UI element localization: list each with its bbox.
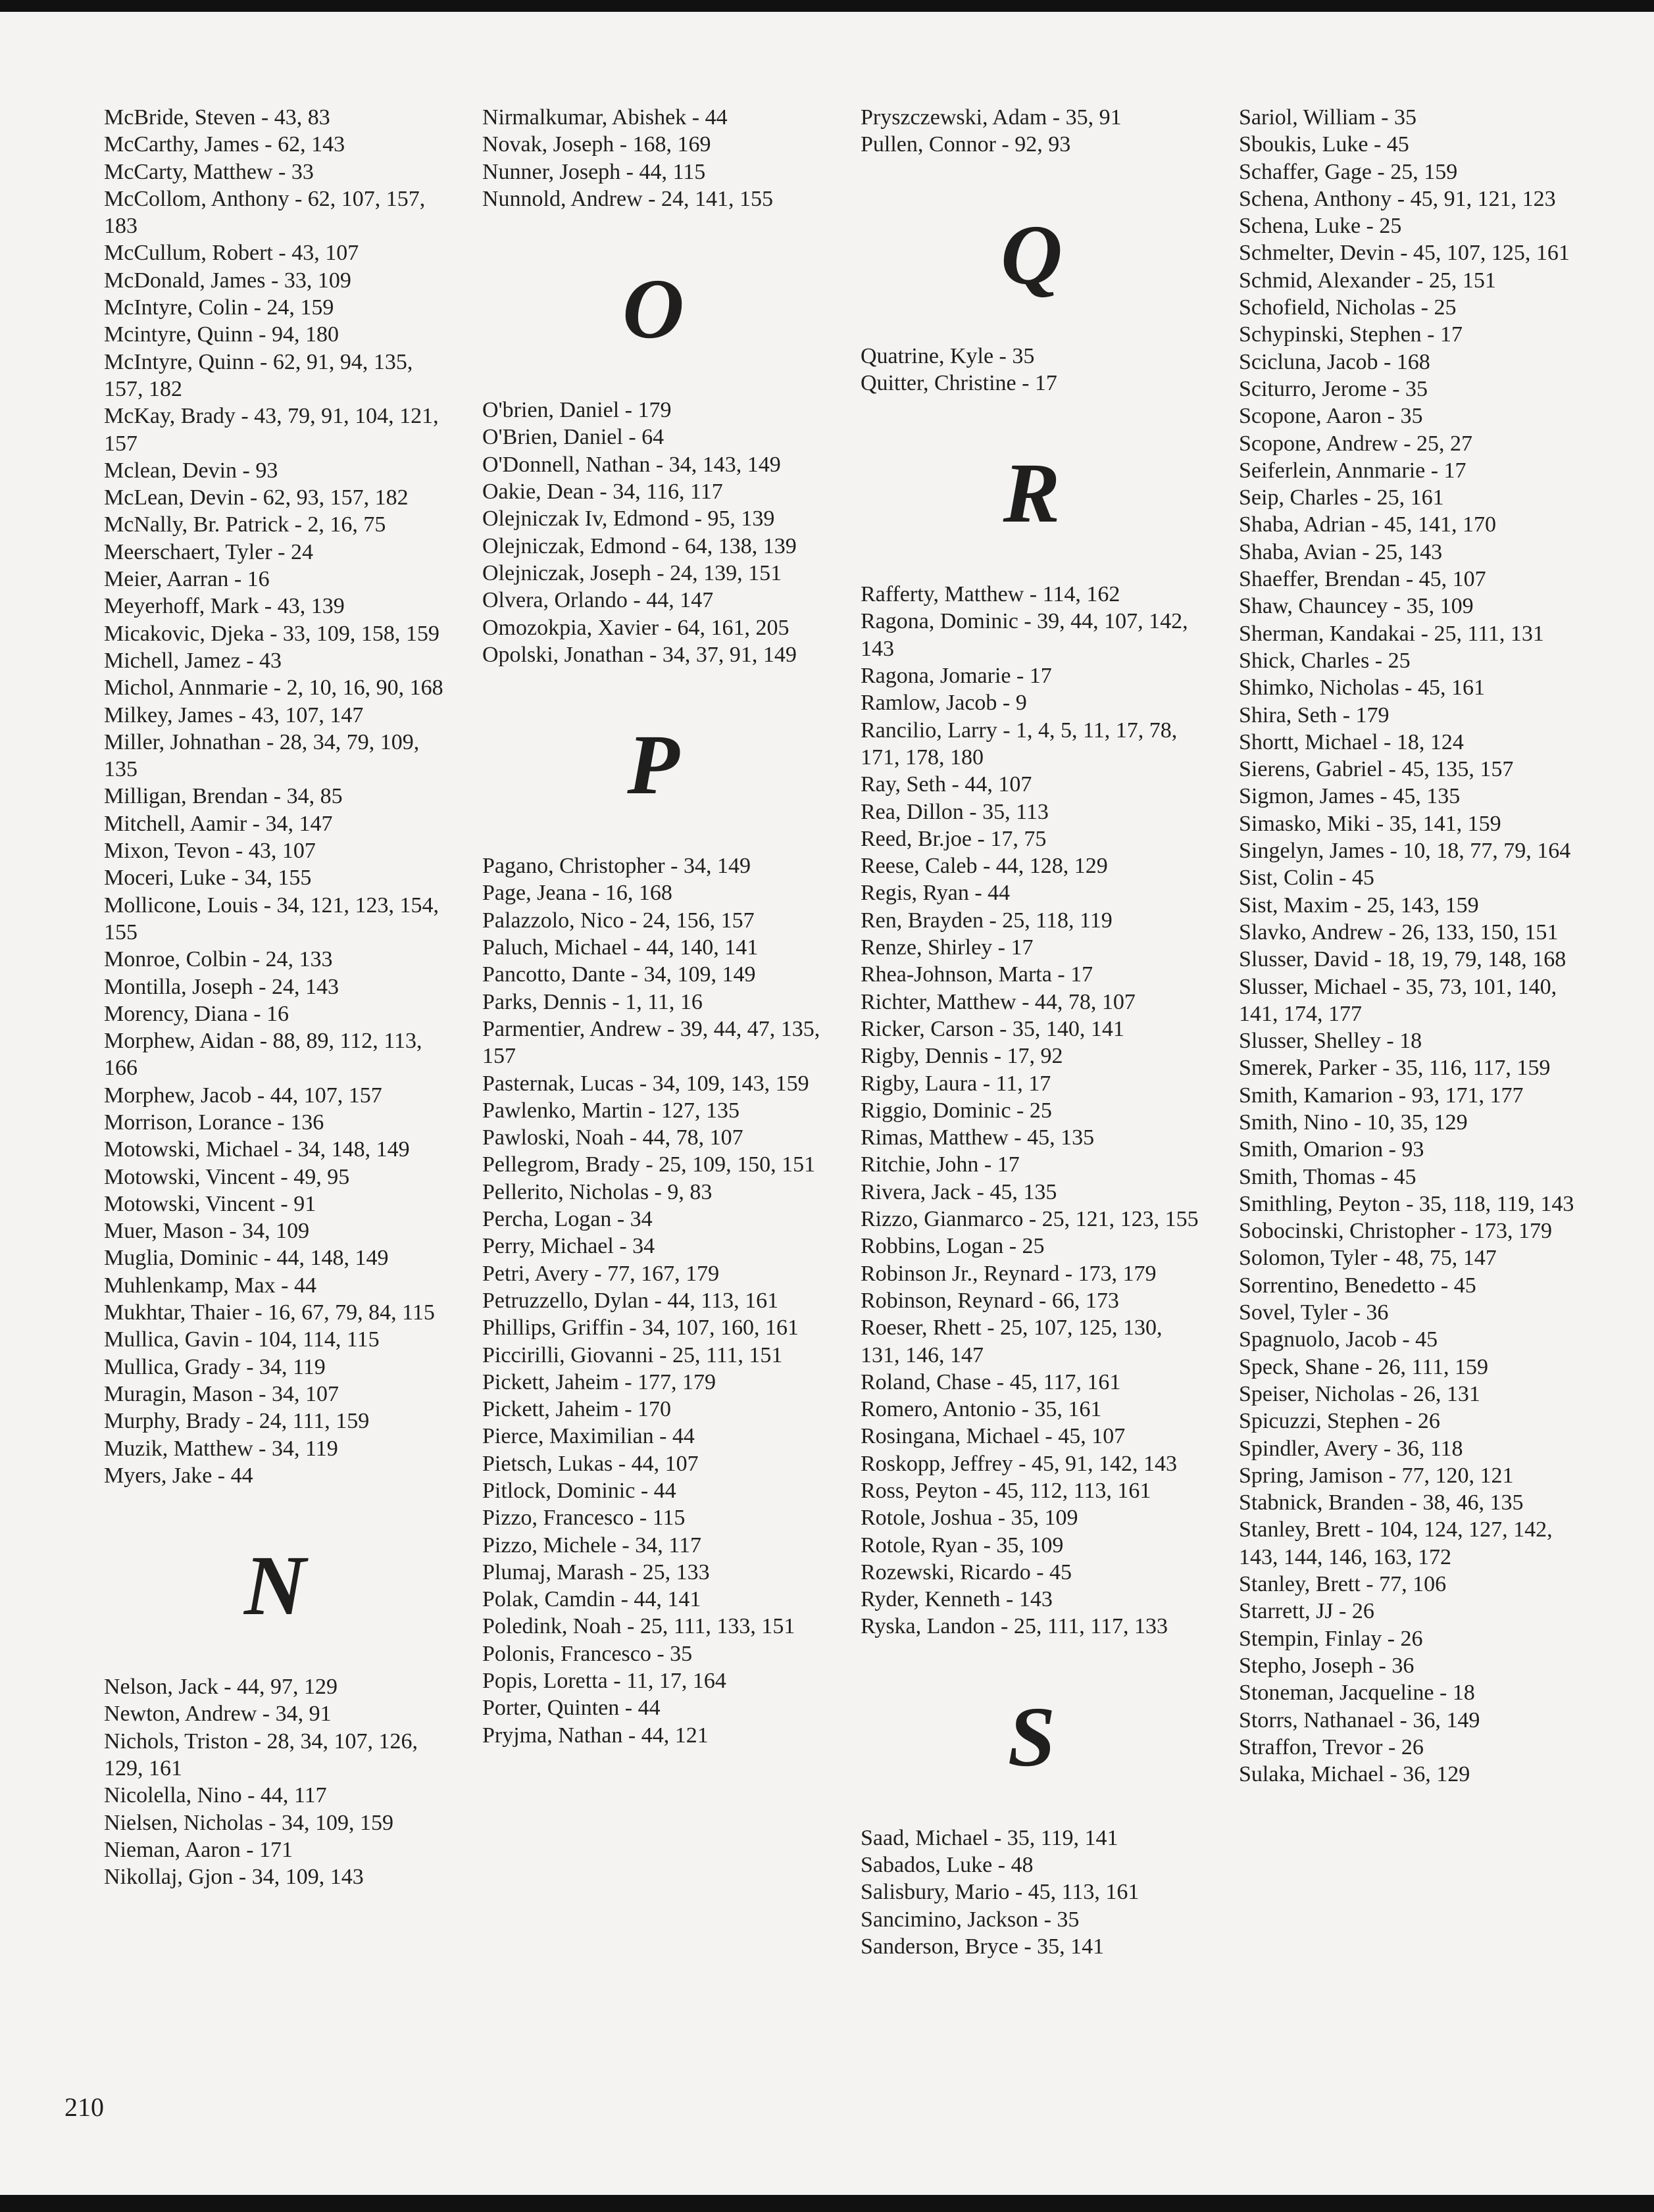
index-entry: Pietsch, Lukas - 44, 107 (482, 1451, 699, 1476)
index-entry: McKay, Brady - 43, 79, 91, 104, 121, 157 (104, 404, 439, 456)
index-entry: Richter, Matthew - 44, 78, 107 (861, 989, 1136, 1014)
index-entry: Stabnick, Branden - 38, 46, 135 (1239, 1490, 1524, 1515)
index-entry: Rotole, Ryan - 35, 109 (861, 1533, 1064, 1558)
index-entry: Starrett, JJ - 26 (1239, 1599, 1374, 1624)
index-entry: Shaba, Avian - 25, 143 (1239, 539, 1443, 564)
index-entry: Speck, Shane - 26, 111, 159 (1239, 1354, 1488, 1379)
index-entry: Plumaj, Marash - 25, 133 (482, 1560, 710, 1585)
index-entry: Ragona, Jomarie - 17 (861, 664, 1052, 689)
index-entry: Nelson, Jack - 44, 97, 129 (104, 1675, 338, 1700)
index-entry: Morphew, Aidan - 88, 89, 112, 113, 166 (104, 1029, 422, 1081)
index-entry: Muglia, Dominic - 44, 148, 149 (104, 1246, 389, 1271)
index-entry: Shaw, Chauncey - 35, 109 (1239, 594, 1474, 619)
index-entry: Rhea-Johnson, Marta - 17 (861, 962, 1093, 987)
index-entry: Stempin, Finlay - 26 (1239, 1626, 1423, 1651)
index-entry: Sist, Colin - 45 (1239, 866, 1374, 891)
index-entry: Newton, Andrew - 34, 91 (104, 1702, 332, 1727)
index-entry: McCullum, Robert - 43, 107 (104, 241, 359, 266)
index-entry: Motowski, Vincent - 91 (104, 1191, 316, 1216)
index-entry: Pellegrom, Brady - 25, 109, 150, 151 (482, 1152, 816, 1177)
index-entry: Michol, Annmarie - 2, 10, 16, 90, 168 (104, 676, 443, 700)
index-entry: Olvera, Orlando - 44, 147 (482, 588, 714, 613)
index-entry: Poledink, Noah - 25, 111, 133, 151 (482, 1614, 795, 1639)
page-number: 210 (64, 2092, 104, 2122)
index-entry: Smith, Kamarion - 93, 171, 177 (1239, 1083, 1524, 1108)
index-entry: Sorrentino, Benedetto - 45 (1239, 1273, 1476, 1298)
index-entry: Mollicone, Louis - 34, 121, 123, 154, 155 (104, 893, 439, 945)
index-entry: Quatrine, Kyle - 35 (861, 343, 1035, 368)
index-entry: Motowski, Michael - 34, 148, 149 (104, 1137, 410, 1162)
index-entry: Sanderson, Bryce - 35, 141 (861, 1934, 1105, 1959)
index-entry: Nikollaj, Gjon - 34, 109, 143 (104, 1865, 364, 1890)
index-entry: Olejniczak, Joseph - 24, 139, 151 (482, 560, 782, 585)
index-entry: Pickett, Jaheim - 177, 179 (482, 1369, 716, 1394)
index-entry: Omozokpia, Xavier - 64, 161, 205 (482, 615, 789, 640)
index-entry: Saad, Michael - 35, 119, 141 (861, 1825, 1118, 1850)
index-entry: Nicolella, Nino - 44, 117 (104, 1783, 327, 1808)
index-entry: Roland, Chase - 45, 117, 161 (861, 1369, 1121, 1394)
index-entry: Novak, Joseph - 168, 169 (482, 132, 711, 157)
index-column-2 (482, 104, 824, 1749)
index-entry: Sist, Maxim - 25, 143, 159 (1239, 893, 1479, 918)
index-entry: Ray, Seth - 44, 107 (861, 772, 1032, 797)
index-entry: Rivera, Jack - 45, 135 (861, 1179, 1057, 1204)
index-entry: Ryder, Kenneth - 143 (861, 1587, 1053, 1612)
index-entry: Percha, Logan - 34 (482, 1207, 653, 1232)
index-entry: Sboukis, Luke - 45 (1239, 132, 1409, 157)
index-entry: O'Brien, Daniel - 64 (482, 425, 664, 450)
section-letter-s: S (1007, 1689, 1056, 1784)
index-entry: Schena, Anthony - 45, 91, 121, 123 (1239, 186, 1556, 211)
index-entry: Meerschaert, Tyler - 24 (104, 539, 313, 564)
index-entry: Schofield, Nicholas - 25 (1239, 295, 1457, 320)
index-entry: Ross, Peyton - 45, 112, 113, 161 (861, 1478, 1151, 1503)
index-entry: Singelyn, James - 10, 18, 77, 79, 164 (1239, 839, 1571, 864)
index-entry: Smith, Thomas - 45 (1239, 1164, 1416, 1189)
index-entry: Oakie, Dean - 34, 116, 117 (482, 479, 723, 504)
index-entry: Pancotto, Dante - 34, 109, 149 (482, 962, 756, 987)
index-entry: Popis, Loretta - 11, 17, 164 (482, 1669, 726, 1694)
index-entry: Schmelter, Devin - 45, 107, 125, 161 (1239, 241, 1570, 266)
index-entry: Sovel, Tyler - 36 (1239, 1300, 1389, 1325)
index-entry: Mullica, Grady - 34, 119 (104, 1354, 326, 1379)
index-entry: Sherman, Kandakai - 25, 111, 131 (1239, 621, 1544, 646)
index-entry: Renze, Shirley - 17 (861, 935, 1034, 960)
index-entry: Romero, Antonio - 35, 161 (861, 1397, 1102, 1422)
index-entry: Parmentier, Andrew - 39, 44, 47, 135, 157 (482, 1016, 820, 1069)
index-entry: Miller, Johnathan - 28, 34, 79, 109, 135 (104, 729, 420, 782)
index-entry: Parks, Dennis - 1, 11, 16 (482, 989, 703, 1014)
index-entry: Rigby, Dennis - 17, 92 (861, 1044, 1063, 1069)
index-entry: Spicuzzi, Stephen - 26 (1239, 1409, 1440, 1434)
index-entry: Reed, Br.joe - 17, 75 (861, 826, 1047, 851)
section-letter-o: O (622, 262, 684, 357)
index-entry: Myers, Jake - 44 (104, 1463, 253, 1488)
index-entry: Mcintyre, Quinn - 94, 180 (104, 322, 339, 347)
index-entry: Ramlow, Jacob - 9 (861, 691, 1027, 716)
index-entry: Morrison, Lorance - 136 (104, 1110, 324, 1135)
index-entry: Rancilio, Larry - 1, 4, 5, 11, 17, 78, 171, 178, 180 (861, 718, 1178, 770)
index-column-1 (104, 104, 446, 1891)
index-entry: Scopone, Aaron - 35 (1239, 404, 1423, 429)
index-entry: Slusser, David - 18, 19, 79, 148, 168 (1239, 947, 1566, 972)
index-entry: Sigmon, James - 45, 135 (1239, 784, 1461, 809)
index-entry: Schmid, Alexander - 25, 151 (1239, 268, 1496, 293)
index-entry: Palazzolo, Nico - 24, 156, 157 (482, 908, 755, 933)
index-entry: McLean, Devin - 62, 93, 157, 182 (104, 485, 409, 510)
index-entry: Sabados, Luke - 48 (861, 1853, 1034, 1878)
index-entry: Pryjma, Nathan - 44, 121 (482, 1723, 709, 1748)
index-entry: Shortt, Michael - 18, 124 (1239, 729, 1464, 754)
index-entry: Spindler, Avery - 36, 118 (1239, 1436, 1463, 1461)
index-entry: Petri, Avery - 77, 167, 179 (482, 1261, 720, 1286)
index-entry: Pizzo, Michele - 34, 117 (482, 1533, 701, 1558)
index-entry: Milligan, Brendan - 34, 85 (104, 784, 343, 809)
index-entry: Michell, Jamez - 43 (104, 648, 282, 673)
index-entry: McNally, Br. Patrick - 2, 16, 75 (104, 512, 386, 537)
index-entry: Mclean, Devin - 93 (104, 458, 278, 483)
index-entry: Pryszczewski, Adam - 35, 91 (861, 105, 1122, 130)
index-entry: Muragin, Mason - 34, 107 (104, 1381, 339, 1406)
index-entry: Storrs, Nathanael - 36, 149 (1239, 1708, 1480, 1733)
index-entry: Rigby, Laura - 11, 17 (861, 1071, 1051, 1096)
index-entry: Rafferty, Matthew - 114, 162 (861, 582, 1120, 607)
index-entry: McCarthy, James - 62, 143 (104, 132, 345, 157)
index-entry: Sciturro, Jerome - 35 (1239, 376, 1428, 401)
index-entry: Shaeffer, Brendan - 45, 107 (1239, 567, 1486, 592)
index-entry: Pawloski, Noah - 44, 78, 107 (482, 1125, 743, 1150)
index-entry: Porter, Quinten - 44 (482, 1696, 661, 1721)
index-entry: Monroe, Colbin - 24, 133 (104, 947, 333, 972)
index-entry: Scopone, Andrew - 25, 27 (1239, 431, 1473, 456)
index-entry: Montilla, Joseph - 24, 143 (104, 974, 339, 999)
index-entry: Solomon, Tyler - 48, 75, 147 (1239, 1246, 1497, 1271)
section-letter-q: Q (1001, 207, 1063, 303)
index-entry: Polak, Camdin - 44, 141 (482, 1587, 701, 1612)
index-entry: O'brien, Daniel - 179 (482, 398, 672, 423)
index-entry: Seip, Charles - 25, 161 (1239, 485, 1444, 510)
index-entry: Nichols, Triston - 28, 34, 107, 126, 129, 161 (104, 1729, 418, 1781)
index-entry: Quitter, Christine - 17 (861, 370, 1057, 395)
index-entry: Muhlenkamp, Max - 44 (104, 1273, 316, 1298)
index-entry: Muzik, Matthew - 34, 119 (104, 1436, 338, 1461)
index-entry: Morency, Diana - 16 (104, 1001, 289, 1026)
index-entry: Riggio, Dominic - 25 (861, 1098, 1052, 1123)
index-entry: Pasternak, Lucas - 34, 109, 143, 159 (482, 1071, 809, 1096)
index-entry: Slusser, Shelley - 18 (1239, 1029, 1422, 1054)
index-entry: Opolski, Jonathan - 34, 37, 91, 149 (482, 642, 797, 667)
index-entry: Sierens, Gabriel - 45, 135, 157 (1239, 757, 1514, 782)
index-entry: Nielsen, Nicholas - 34, 109, 159 (104, 1810, 394, 1835)
index-entry: Perry, Michael - 34 (482, 1234, 655, 1259)
index-entry: Rosingana, Michael - 45, 107 (861, 1424, 1126, 1449)
index-entry: Smith, Nino - 10, 35, 129 (1239, 1110, 1468, 1135)
index-entry: Rea, Dillon - 35, 113 (861, 799, 1049, 824)
index-entry: Robinson Jr., Reynard - 173, 179 (861, 1261, 1157, 1286)
index-entry: Polonis, Francesco - 35 (482, 1641, 693, 1666)
index-entry: Sariol, William - 35 (1239, 105, 1416, 130)
index-entry: Salisbury, Mario - 45, 113, 161 (861, 1880, 1140, 1905)
index-entry: Stoneman, Jacqueline - 18 (1239, 1681, 1475, 1706)
index-entry: Rimas, Matthew - 45, 135 (861, 1125, 1095, 1150)
index-entry: Meier, Aarran - 16 (104, 567, 270, 592)
index-entry: Regis, Ryan - 44 (861, 881, 1011, 906)
index-entry: Micakovic, Djeka - 33, 109, 158, 159 (104, 621, 439, 646)
index-entry: Nunnold, Andrew - 24, 141, 155 (482, 186, 773, 211)
index-entry: Pagano, Christopher - 34, 149 (482, 854, 751, 879)
index-entry: Straffon, Trevor - 26 (1239, 1734, 1424, 1759)
bottom-scan-border (0, 2195, 1654, 2212)
index-entry: Pitlock, Dominic - 44 (482, 1478, 676, 1503)
index-entry: Morphew, Jacob - 44, 107, 157 (104, 1083, 382, 1108)
index-entry: Olejniczak, Edmond - 64, 138, 139 (482, 533, 797, 558)
index-entry: Rotole, Joshua - 35, 109 (861, 1506, 1078, 1531)
index-entry: O'Donnell, Nathan - 34, 143, 149 (482, 452, 781, 477)
section-letter-r: R (1003, 446, 1061, 541)
index-entry: Ritchie, John - 17 (861, 1152, 1020, 1177)
index-entry: McIntyre, Quinn - 62, 91, 94, 135, 157, 182 (104, 349, 413, 401)
index-entry: Stepho, Joseph - 36 (1239, 1653, 1415, 1678)
index-entry: Rizzo, Gianmarco - 25, 121, 123, 155 (861, 1207, 1199, 1232)
index-entry: Pawlenko, Martin - 127, 135 (482, 1098, 739, 1123)
index-entry: Nunner, Joseph - 44, 115 (482, 159, 706, 184)
index-entry: Muer, Mason - 34, 109 (104, 1219, 310, 1244)
index-entry: McIntyre, Colin - 24, 159 (104, 295, 334, 320)
section-letter-n: N (244, 1538, 306, 1634)
index-entry: Pizzo, Francesco - 115 (482, 1506, 686, 1531)
index-entry: Ren, Brayden - 25, 118, 119 (861, 908, 1113, 933)
index-entry: Motowski, Vincent - 49, 95 (104, 1164, 350, 1189)
index-entry: Nirmalkumar, Abishek - 44 (482, 105, 728, 130)
index-entry: McDonald, James - 33, 109 (104, 268, 351, 293)
index-entry: Roeser, Rhett - 25, 107, 125, 130, 131, 146, 147 (861, 1315, 1163, 1367)
index-entry: Speiser, Nicholas - 26, 131 (1239, 1381, 1480, 1406)
index-entry: Paluch, Michael - 44, 140, 141 (482, 935, 759, 960)
index-entry: Reese, Caleb - 44, 128, 129 (861, 854, 1108, 879)
index-entry: Meyerhoff, Mark - 43, 139 (104, 594, 345, 619)
index-entry: Robinson, Reynard - 66, 173 (861, 1288, 1119, 1313)
index-entry: McBride, Steven - 43, 83 (104, 105, 330, 130)
index-entry: Robbins, Logan - 25 (861, 1234, 1045, 1259)
index-entry: Mitchell, Aamir - 34, 147 (104, 811, 333, 836)
index-entry: Stanley, Brett - 77, 106 (1239, 1572, 1447, 1597)
index-entry: Mukhtar, Thaier - 16, 67, 79, 84, 115 (104, 1300, 435, 1325)
index-entry: Slusser, Michael - 35, 73, 101, 140, 141, 174, 177 (1239, 974, 1557, 1026)
index-entry: Scicluna, Jacob - 168 (1239, 349, 1430, 374)
index-entry: Simasko, Miki - 35, 141, 159 (1239, 811, 1501, 836)
index-entry: Petruzzello, Dylan - 44, 113, 161 (482, 1288, 779, 1313)
index-entry: Sancimino, Jackson - 35 (861, 1907, 1080, 1932)
index-entry: Sulaka, Michael - 36, 129 (1239, 1762, 1470, 1787)
index-entry: Phillips, Griffin - 34, 107, 160, 161 (482, 1315, 799, 1340)
index-entry: Seiferlein, Annmarie - 17 (1239, 458, 1466, 483)
index-entry: Sobocinski, Christopher - 173, 179 (1239, 1219, 1552, 1244)
index-entry: Shick, Charles - 25 (1239, 648, 1411, 673)
index-entry: Murphy, Brady - 24, 111, 159 (104, 1409, 370, 1434)
index-entry: Page, Jeana - 16, 168 (482, 881, 672, 906)
index-entry: Ryska, Landon - 25, 111, 117, 133 (861, 1614, 1168, 1639)
top-scan-border (0, 0, 1654, 12)
index-entry: Slavko, Andrew - 26, 133, 150, 151 (1239, 920, 1559, 945)
index-entry: Smerek, Parker - 35, 116, 117, 159 (1239, 1056, 1551, 1081)
index-entry: Shimko, Nicholas - 45, 161 (1239, 676, 1485, 700)
index-entry: McCollom, Anthony - 62, 107, 157, 183 (104, 186, 426, 239)
index-entry: Piccirilli, Giovanni - 25, 111, 151 (482, 1342, 783, 1367)
index-entry: McCarty, Matthew - 33 (104, 159, 314, 184)
index-entry: Nieman, Aaron - 171 (104, 1837, 293, 1862)
index-entry: Mixon, Tevon - 43, 107 (104, 839, 316, 864)
index-entry: Rozewski, Ricardo - 45 (861, 1560, 1072, 1585)
index-entry: Shaba, Adrian - 45, 141, 170 (1239, 512, 1496, 537)
index-entry: Ricker, Carson - 35, 140, 141 (861, 1016, 1124, 1041)
index-entry: Spring, Jamison - 77, 120, 121 (1239, 1463, 1514, 1488)
index-entry: Pierce, Maximilian - 44 (482, 1424, 695, 1449)
index-entry: Pickett, Jaheim - 170 (482, 1397, 672, 1422)
index-entry: Pellerito, Nicholas - 9, 83 (482, 1179, 713, 1204)
index-entry: Smithling, Peyton - 35, 118, 119, 143 (1239, 1191, 1574, 1216)
index-entry: Roskopp, Jeffrey - 45, 91, 142, 143 (861, 1451, 1177, 1476)
section-letter-p: P (627, 718, 680, 813)
index-entry: Milkey, James - 43, 107, 147 (104, 702, 364, 727)
index-column-4 (1239, 104, 1581, 1788)
index-entry: Pullen, Connor - 92, 93 (861, 132, 1071, 157)
index-entry: Olejniczak Iv, Edmond - 95, 139 (482, 506, 775, 531)
index-entry: Smith, Omarion - 93 (1239, 1137, 1424, 1162)
index-entry: Stanley, Brett - 104, 124, 127, 142, 143, 144, 146, 163, 172 (1239, 1517, 1553, 1569)
index-entry: Schaffer, Gage - 25, 159 (1239, 159, 1458, 184)
index-entry: Schena, Luke - 25 (1239, 214, 1402, 239)
index-column-3 (861, 104, 1203, 1960)
index-entry: Moceri, Luke - 34, 155 (104, 866, 312, 891)
index-entry: Mullica, Gavin - 104, 114, 115 (104, 1327, 380, 1352)
index-entry: Shira, Seth - 179 (1239, 702, 1390, 727)
index-entry: Schypinski, Stephen - 17 (1239, 322, 1463, 347)
index-entry: Spagnuolo, Jacob - 45 (1239, 1327, 1438, 1352)
index-entry: Ragona, Dominic - 39, 44, 107, 142, 143 (861, 609, 1188, 661)
